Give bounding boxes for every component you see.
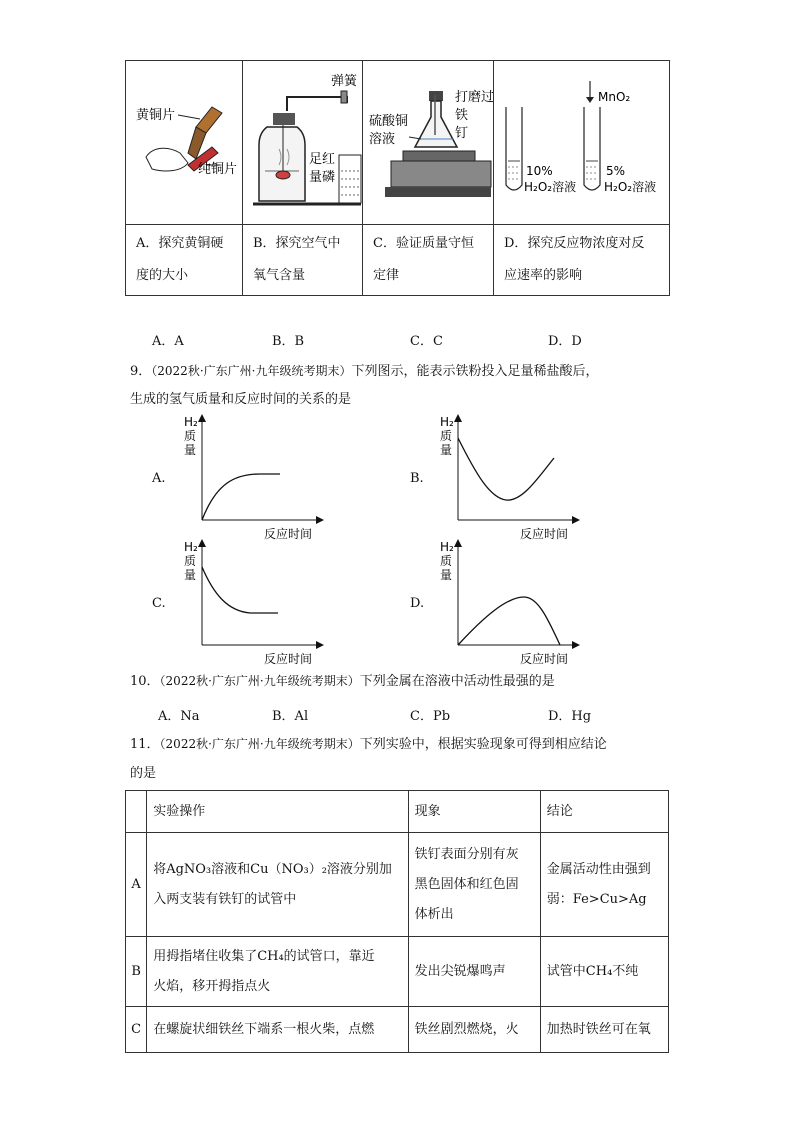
brass-scratch-figure — [126, 61, 242, 220]
q10-option-a[interactable]: A．Na — [158, 709, 200, 724]
q10-option-c[interactable]: C．Pb — [410, 709, 451, 724]
q11-row-a-phenomenon: 铁钉表面分别有灰 黑色固体和红色固 体析出 — [408, 833, 540, 937]
h2o2-label-2: H₂O₂溶液 — [604, 180, 657, 194]
q11-header-phenomenon: 现象 — [408, 791, 540, 833]
red-phosphorus-label-1: 足红 — [309, 152, 336, 167]
reaction-rate-figure — [494, 61, 669, 220]
q11-row-b-operation: 用拇指堵住收集了CH₄的试管口，靠近 火焰，移开拇指点火 — [147, 937, 408, 1007]
q9-option-d[interactable]: D. — [410, 596, 425, 611]
graph-b-ylabel-1: 质 — [440, 429, 453, 443]
q9-stem-line2: 生成的氢气质量和反应时间的关系的是 — [130, 392, 352, 407]
q11-header-conclusion: 结论 — [540, 791, 668, 833]
graph-c-ylabel-h2: H₂ — [184, 540, 198, 554]
q11-row-c-label: C — [126, 1007, 147, 1053]
graph-c-ylabel-1: 质 — [184, 554, 197, 568]
q9-graph-b[interactable] — [426, 414, 596, 544]
q9-graph-c[interactable] — [170, 539, 340, 669]
q11-row-c-conclusion: 加热时铁丝可在氧 — [540, 1007, 668, 1053]
graph-c-curve — [202, 567, 278, 613]
q9-stem-line1: 9．（2022秋·广东广州·九年级统考期末）下列图示，能表示铁粉投入足量稀盐酸后， — [130, 364, 599, 379]
conc-5-label: 5% — [606, 164, 626, 178]
graph-b-ylabel-h2: H₂ — [440, 415, 454, 429]
mno2-label: MnO₂ — [598, 90, 631, 104]
table-row — [126, 833, 669, 937]
q9-graph-d[interactable] — [426, 539, 596, 669]
q11-stem-line2: 的是 — [130, 766, 157, 781]
q9-option-b[interactable]: B. — [410, 471, 424, 486]
q8-caption-a: A．探究黄铜硬 度的大小 — [126, 225, 243, 296]
graph-a-ylabel-1: 质 — [184, 429, 197, 443]
graph-c-xlabel: 反应时间 — [264, 652, 313, 666]
graph-d-xlabel: 反应时间 — [520, 652, 569, 666]
q11-row-a-label: A — [126, 833, 147, 937]
q11-header-operation: 实验操作 — [147, 791, 408, 833]
q11-row-a-conclusion: 金属活动性由强到 弱：Fe>Cu>Ag — [540, 833, 668, 937]
q10-stem: 10．（2022秋·广东广州·九年级统考期末）下列金属在溶液中活动性最强的是 — [130, 674, 555, 689]
graph-d-curve — [458, 597, 560, 645]
graph-a-ylabel-h2: H₂ — [184, 415, 198, 429]
h2o2-label-1: H₂O₂溶液 — [524, 180, 577, 194]
q8-option-b[interactable]: B．B — [272, 334, 305, 349]
q8-figure-a — [126, 61, 243, 225]
q8-table — [125, 60, 670, 296]
q8-option-a[interactable]: A．A — [152, 334, 184, 349]
graph-b-xlabel: 反应时间 — [520, 527, 569, 541]
graph-d-ylabel-1: 质 — [440, 554, 453, 568]
q10-option-d[interactable]: D．Hg — [548, 709, 592, 724]
q8-figure-c — [363, 61, 494, 225]
nail-label-2: 钉 — [455, 126, 469, 141]
graph-d-ylabel-2: 量 — [440, 568, 453, 582]
q8-figure-d — [494, 61, 670, 225]
graph-b-ylabel-2: 量 — [440, 443, 453, 457]
graph-b-curve — [458, 438, 554, 500]
graph-a-xlabel: 反应时间 — [264, 527, 313, 541]
nail-label-1: 铁 — [455, 108, 469, 123]
q8-option-c[interactable]: C．C — [410, 334, 443, 349]
copper-sulfate-label-1: 硫酸铜 — [369, 114, 409, 129]
q8-caption-b: B．探究空气中 氧气含量 — [243, 225, 363, 296]
q11-row-b-label: B — [126, 937, 147, 1007]
q11-row-c-operation: 在螺旋状细铁丝下端系一根火柴，点燃 — [147, 1007, 408, 1053]
q8-option-d[interactable]: D．D — [548, 334, 582, 349]
q8-caption-c: C．验证质量守恒 定律 — [363, 225, 494, 296]
q9-graph-a[interactable] — [170, 414, 340, 544]
q11-row-b-conclusion: 试管中CH₄不纯 — [540, 937, 668, 1007]
graph-a-curve — [202, 474, 280, 520]
q11-header-blank — [126, 791, 147, 833]
pure-copper-label: 纯铜片 — [198, 162, 238, 177]
oxygen-content-figure — [243, 61, 362, 220]
spring-clip-label: 弹簧 — [331, 74, 358, 89]
graph-c-ylabel-2: 量 — [184, 568, 197, 582]
conc-10-label: 10% — [526, 164, 553, 178]
polished-nail-label: 打磨过 — [455, 90, 493, 105]
copper-sulfate-label-2: 溶液 — [369, 132, 396, 147]
q11-table — [125, 790, 669, 1053]
q8-figure-b — [243, 61, 363, 225]
mass-conservation-figure — [363, 61, 493, 220]
brass-label: 黄铜片 — [136, 108, 176, 123]
q11-row-c-phenomenon: 铁丝剧烈燃烧，火 — [408, 1007, 540, 1053]
graph-d-ylabel-h2: H₂ — [440, 540, 454, 554]
table-row — [126, 1007, 669, 1053]
q11-row-b-phenomenon: 发出尖锐爆鸣声 — [408, 937, 540, 1007]
q9-option-c[interactable]: C. — [152, 596, 166, 611]
q11-stem-line1: 11．（2022秋·广东广州·九年级统考期末）下列实验中，根据实验现象可得到相应结论 — [130, 737, 607, 752]
q10-option-b[interactable]: B．Al — [272, 709, 309, 724]
graph-a-ylabel-2: 量 — [184, 443, 197, 457]
q11-row-a-operation: 将AgNO₃溶液和Cu（NO₃）₂溶液分别加 入两支装有铁钉的试管中 — [147, 833, 408, 937]
q9-option-a[interactable]: A. — [152, 471, 166, 486]
table-row — [126, 937, 669, 1007]
q8-caption-d: D．探究反应物浓度对反 应速率的影响 — [494, 225, 670, 296]
red-phosphorus-label-2: 量磷 — [309, 170, 336, 185]
